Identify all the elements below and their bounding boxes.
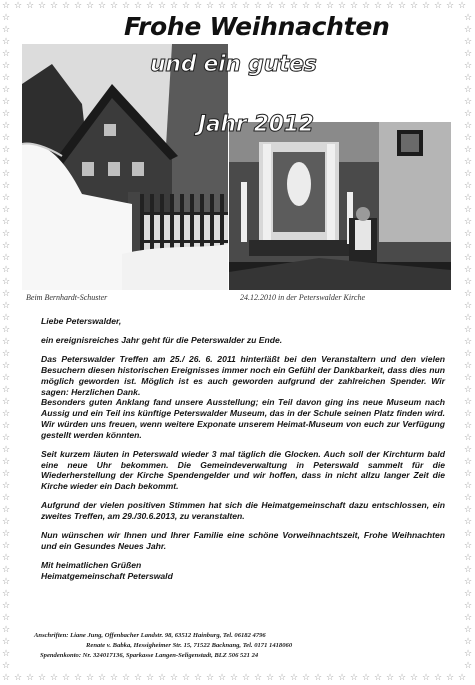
star-icon: ☆	[464, 337, 473, 347]
star-icon: ☆	[146, 673, 155, 683]
letter-paragraph: ein ereignisreiches Jahr geht für die Peterswalder zu Ende.	[41, 335, 283, 346]
star-icon: ☆	[98, 673, 107, 683]
star-icon: ☆	[50, 673, 59, 683]
star-icon: ☆	[98, 1, 107, 11]
star-icon: ☆	[86, 673, 95, 683]
star-icon: ☆	[2, 673, 11, 683]
star-icon: ☆	[464, 409, 473, 419]
star-icon: ☆	[2, 73, 11, 83]
star-icon: ☆	[464, 61, 473, 71]
footer-address-line: Anschriften: Liane Jung, Offenbacher Landstr. 98, 63512 Hainburg, Tel. 06182 4796	[34, 632, 266, 639]
star-icon: ☆	[458, 1, 467, 11]
star-icon: ☆	[134, 1, 143, 11]
star-icon: ☆	[266, 673, 275, 683]
star-icon: ☆	[2, 133, 11, 143]
star-icon: ☆	[464, 121, 473, 131]
star-icon: ☆	[2, 217, 11, 227]
star-icon: ☆	[2, 61, 11, 71]
star-icon: ☆	[464, 529, 473, 539]
star-icon: ☆	[2, 313, 11, 323]
star-icon: ☆	[464, 493, 473, 503]
star-icon: ☆	[314, 673, 323, 683]
star-icon: ☆	[50, 1, 59, 11]
star-icon: ☆	[464, 361, 473, 371]
star-icon: ☆	[74, 1, 83, 11]
star-icon: ☆	[350, 673, 359, 683]
star-icon: ☆	[26, 1, 35, 11]
star-icon: ☆	[218, 1, 227, 11]
star-icon: ☆	[86, 1, 95, 11]
star-icon: ☆	[2, 265, 11, 275]
star-icon: ☆	[464, 181, 473, 191]
star-icon: ☆	[464, 553, 473, 563]
star-icon: ☆	[26, 673, 35, 683]
star-icon: ☆	[464, 133, 473, 143]
star-icon: ☆	[218, 673, 227, 683]
star-icon: ☆	[464, 73, 473, 83]
star-icon: ☆	[464, 85, 473, 95]
star-icon: ☆	[464, 169, 473, 179]
star-icon: ☆	[38, 673, 47, 683]
star-icon: ☆	[422, 1, 431, 11]
star-icon: ☆	[2, 589, 11, 599]
star-icon: ☆	[2, 397, 11, 407]
star-icon: ☆	[446, 1, 455, 11]
star-icon: ☆	[2, 337, 11, 347]
star-icon: ☆	[398, 673, 407, 683]
star-icon: ☆	[158, 1, 167, 11]
star-icon: ☆	[194, 1, 203, 11]
star-icon: ☆	[62, 1, 71, 11]
star-icon: ☆	[2, 637, 11, 647]
star-icon: ☆	[2, 445, 11, 455]
star-icon: ☆	[2, 13, 11, 23]
star-icon: ☆	[434, 1, 443, 11]
headline-jahr: Jahr 2012	[198, 112, 314, 137]
letter-paragraph: Besonders guten Anklang fand unsere Ausstellung; ein Teil davon ging ins neue Museum nach Aussig und ein Teil ins künftige Peterswalder Museum, das in der Schule seinen Platz finden wird. Wir würden uns freuen, wenn weitere Exponate unserem Heimat-Museum von euch zur Verfügung gestellt werden könnten.	[41, 397, 445, 440]
star-icon: ☆	[362, 1, 371, 11]
star-icon: ☆	[464, 601, 473, 611]
star-icon: ☆	[374, 1, 383, 11]
star-icon: ☆	[2, 565, 11, 575]
star-icon: ☆	[386, 673, 395, 683]
star-icon: ☆	[464, 421, 473, 431]
star-icon: ☆	[464, 373, 473, 383]
star-icon: ☆	[464, 157, 473, 167]
star-icon: ☆	[182, 673, 191, 683]
star-icon: ☆	[464, 649, 473, 659]
star-icon: ☆	[74, 673, 83, 683]
letter-paragraph: Aufgrund der vielen positiven Stimmen hat sich die Heimatgemeinschaft dazu entschlossen, ein zweites Treffen, am 29./30.6.2013, zu veranstalten.	[41, 500, 445, 522]
star-icon: ☆	[2, 481, 11, 491]
star-icon: ☆	[464, 97, 473, 107]
star-icon: ☆	[254, 673, 263, 683]
star-icon: ☆	[464, 49, 473, 59]
star-icon: ☆	[362, 673, 371, 683]
star-icon: ☆	[464, 313, 473, 323]
letter-signature: Heimatgemeinschaft Peterswald	[41, 570, 173, 581]
star-icon: ☆	[464, 277, 473, 287]
star-icon: ☆	[464, 457, 473, 467]
star-icon: ☆	[2, 553, 11, 563]
star-icon: ☆	[2, 109, 11, 119]
star-icon: ☆	[326, 673, 335, 683]
star-icon: ☆	[464, 241, 473, 251]
star-icon: ☆	[464, 13, 473, 23]
star-icon: ☆	[2, 181, 11, 191]
star-icon: ☆	[62, 673, 71, 683]
star-icon: ☆	[464, 349, 473, 359]
star-icon: ☆	[290, 1, 299, 11]
star-icon: ☆	[464, 253, 473, 263]
star-icon: ☆	[410, 673, 419, 683]
star-icon: ☆	[2, 205, 11, 215]
star-icon: ☆	[2, 301, 11, 311]
star-icon: ☆	[464, 577, 473, 587]
letter-salutation: Liebe Peterswalder,	[41, 316, 122, 326]
star-icon: ☆	[464, 217, 473, 227]
star-icon: ☆	[122, 673, 131, 683]
star-icon: ☆	[194, 673, 203, 683]
star-icon: ☆	[464, 325, 473, 335]
star-icon: ☆	[464, 481, 473, 491]
star-icon: ☆	[464, 265, 473, 275]
star-icon: ☆	[350, 1, 359, 11]
star-icon: ☆	[2, 325, 11, 335]
star-icon: ☆	[2, 169, 11, 179]
star-icon: ☆	[2, 517, 11, 527]
star-icon: ☆	[2, 469, 11, 479]
star-icon: ☆	[2, 529, 11, 539]
star-icon: ☆	[464, 565, 473, 575]
star-icon: ☆	[206, 673, 215, 683]
star-icon: ☆	[2, 145, 11, 155]
headline-frohe-weihnachten: Frohe Weihnachten	[124, 12, 390, 41]
footer-addresses	[34, 631, 434, 661]
star-icon: ☆	[122, 1, 131, 11]
star-icon: ☆	[464, 385, 473, 395]
star-icon: ☆	[2, 541, 11, 551]
star-icon: ☆	[170, 673, 179, 683]
star-icon: ☆	[14, 673, 23, 683]
photo-house-in-snow	[22, 44, 228, 290]
star-icon: ☆	[422, 673, 431, 683]
star-icon: ☆	[14, 1, 23, 11]
star-icon: ☆	[230, 1, 239, 11]
star-icon: ☆	[386, 1, 395, 11]
star-icon: ☆	[290, 673, 299, 683]
star-icon: ☆	[464, 205, 473, 215]
star-icon: ☆	[2, 457, 11, 467]
star-icon: ☆	[302, 1, 311, 11]
star-icon: ☆	[2, 493, 11, 503]
star-icon: ☆	[2, 241, 11, 251]
star-icon: ☆	[2, 649, 11, 659]
headline-und-ein-gutes: und ein gutes	[150, 52, 317, 77]
star-icon: ☆	[464, 541, 473, 551]
star-icon: ☆	[2, 349, 11, 359]
star-icon: ☆	[2, 433, 11, 443]
star-icon: ☆	[2, 373, 11, 383]
footer-address-line: Renate v. Babka, Hessigheimer Str. 15, 71522 Backnang, Tel. 0171 1418060	[86, 642, 293, 649]
star-icon: ☆	[170, 1, 179, 11]
star-icon: ☆	[464, 505, 473, 515]
star-icon: ☆	[464, 301, 473, 311]
star-icon: ☆	[464, 433, 473, 443]
star-icon: ☆	[2, 625, 11, 635]
star-icon: ☆	[464, 445, 473, 455]
star-icon: ☆	[464, 193, 473, 203]
star-icon: ☆	[158, 673, 167, 683]
star-icon: ☆	[242, 673, 251, 683]
star-icon: ☆	[254, 1, 263, 11]
star-icon: ☆	[230, 673, 239, 683]
star-icon: ☆	[464, 469, 473, 479]
star-icon: ☆	[182, 1, 191, 11]
star-icon: ☆	[464, 109, 473, 119]
star-icon: ☆	[458, 673, 467, 683]
star-icon: ☆	[464, 517, 473, 527]
star-icon: ☆	[2, 661, 11, 671]
star-icon: ☆	[326, 1, 335, 11]
letter-paragraph: Seit kurzem läuten in Peterswald wieder 3 mal täglich die Glocken. Auch soll der Kirchturm bald eine neue Uhr bekommen. Die Gemeindeverwaltung in Peterswald sammelt für die Wiederherstellung der Kirche Spendengelder und wir hoffen, dass in nicht allzu langer Zeit die Kirche wieder ein Dach bekommt.	[41, 448, 445, 492]
letter-body	[41, 316, 445, 582]
star-icon: ☆	[2, 85, 11, 95]
star-icon: ☆	[464, 637, 473, 647]
star-icon: ☆	[2, 601, 11, 611]
star-icon: ☆	[2, 49, 11, 59]
star-icon: ☆	[464, 397, 473, 407]
photo-caption-right: 24.12.2010 in der Peterswalder Kirche	[240, 293, 366, 302]
star-icon: ☆	[134, 673, 143, 683]
star-icon: ☆	[434, 673, 443, 683]
star-icon: ☆	[278, 673, 287, 683]
star-icon: ☆	[2, 157, 11, 167]
star-icon: ☆	[464, 37, 473, 47]
star-icon: ☆	[2, 193, 11, 203]
star-icon: ☆	[2, 25, 11, 35]
star-icon: ☆	[2, 121, 11, 131]
star-icon: ☆	[206, 1, 215, 11]
star-icon: ☆	[338, 673, 347, 683]
star-icon: ☆	[146, 1, 155, 11]
star-icon: ☆	[302, 673, 311, 683]
star-icon: ☆	[2, 1, 11, 11]
footer-bank-account: Spendenkonto: Nr. 324017136, Sparkasse Langen-Seligenstadt, BLZ 506 521 24	[40, 652, 259, 659]
star-icon: ☆	[2, 229, 11, 239]
star-icon: ☆	[464, 589, 473, 599]
star-icon: ☆	[2, 97, 11, 107]
star-icon: ☆	[2, 289, 11, 299]
star-icon: ☆	[398, 1, 407, 11]
star-icon: ☆	[464, 613, 473, 623]
star-icon: ☆	[2, 613, 11, 623]
star-icon: ☆	[446, 673, 455, 683]
star-icon: ☆	[464, 661, 473, 671]
star-icon: ☆	[2, 409, 11, 419]
star-icon: ☆	[2, 421, 11, 431]
star-icon: ☆	[278, 1, 287, 11]
star-icon: ☆	[374, 673, 383, 683]
star-icon: ☆	[464, 25, 473, 35]
star-icon: ☆	[2, 577, 11, 587]
star-icon: ☆	[464, 625, 473, 635]
star-icon: ☆	[2, 277, 11, 287]
star-icon: ☆	[110, 1, 119, 11]
star-icon: ☆	[2, 361, 11, 371]
star-icon: ☆	[2, 505, 11, 515]
letter-paragraph: Das Peterswalder Treffen am 25./ 26. 6. 2011 hinterläßt bei den Veranstaltern und den vielen Besuchern diesen historischen Ereignisses immer noch ein Gefühl der Dankbarkeit, dass dies nun möglich geworden ist. Möglich ist es auch geworden aufgrund der zahlreichen Spender. Wir sagen: Herzlichen Dank.	[41, 354, 445, 397]
star-icon: ☆	[110, 673, 119, 683]
star-icon: ☆	[464, 289, 473, 299]
star-icon: ☆	[2, 37, 11, 47]
letter-paragraph: Nun wünschen wir Ihnen und Ihrer Familie eine schöne Vorweihnachtszeit, Frohe Weihnachten und ein Gesundes Neues Jahr.	[41, 530, 445, 552]
star-icon: ☆	[2, 253, 11, 263]
star-icon: ☆	[410, 1, 419, 11]
star-icon: ☆	[38, 1, 47, 11]
letter-closing-greeting: Mit heimatlichen Grüßen	[41, 560, 142, 571]
star-icon: ☆	[338, 1, 347, 11]
photo-caption-left: Beim Bernhardt-Schuster	[26, 293, 108, 302]
star-icon: ☆	[314, 1, 323, 11]
photo-church-interior	[229, 122, 451, 290]
star-icon: ☆	[242, 1, 251, 11]
star-icon: ☆	[2, 385, 11, 395]
star-icon: ☆	[266, 1, 275, 11]
star-icon: ☆	[464, 145, 473, 155]
star-icon: ☆	[464, 229, 473, 239]
